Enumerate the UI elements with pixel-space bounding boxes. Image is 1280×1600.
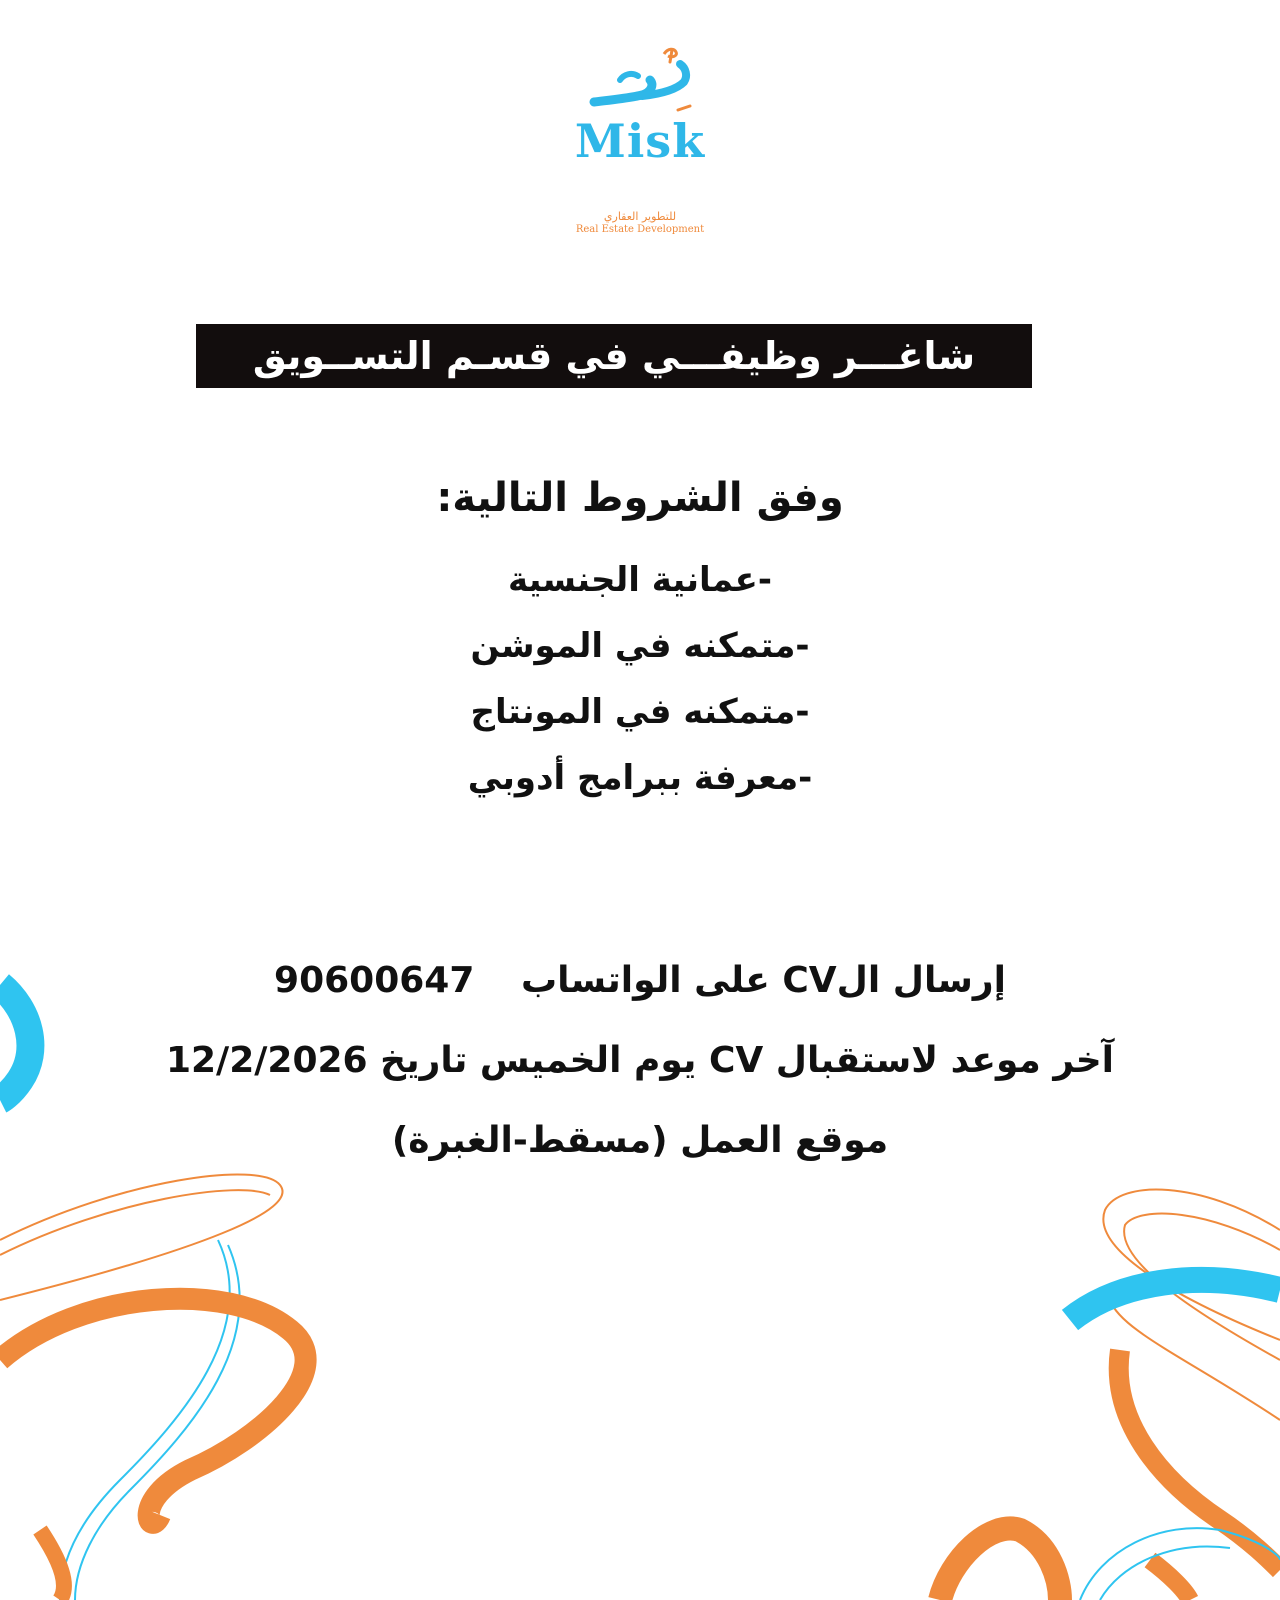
logo-english-subtitle: Real Estate Development [575, 224, 705, 235]
left-orange-ribbon [0, 1299, 306, 1523]
work-location-line: موقع العمل (مسقط-الغبرة) [391, 1120, 889, 1161]
bottom-right-blue-thin-1 [1080, 1528, 1280, 1600]
send-cv-text: إرسال الCV على الواتساب [520, 960, 1006, 1001]
right-blue-ribbon [1070, 1280, 1280, 1320]
bottom-right-orange [940, 1528, 1060, 1600]
whatsapp-number: 90600647 [274, 960, 475, 1001]
right-thin-orange-line-1 [1103, 1190, 1280, 1340]
left-thin-orange-line-2 [0, 1190, 270, 1255]
send-cv-line [140, 960, 1140, 1001]
right-thin-orange-line-3 [1110, 1300, 1280, 1420]
bottom-right-blue-thin-2 [1100, 1547, 1230, 1600]
requirement-item: -عمانية الجنسية [508, 560, 772, 600]
logo-latin-name: Misk [574, 114, 706, 168]
right-thin-orange-line-2 [1124, 1214, 1280, 1360]
left-thin-blue-line-2 [75, 1245, 240, 1600]
misk-logo [560, 40, 720, 235]
conditions-heading: وفق الشروط التالية: [436, 475, 844, 521]
job-title-banner: شاغـــر وظيفـــي في قسـم التســويق [196, 324, 1032, 388]
requirement-item: -متمكنه في المونتاج [470, 692, 810, 732]
bottom-right-orange-2 [1150, 1560, 1190, 1600]
left-orange-ribbon-2 [40, 1530, 64, 1600]
logo-arabic-subtitle: للتطوير العقاري [603, 210, 677, 223]
deadline-line: آخر موعد لاستقبال CV يوم الخميس تاريخ 12/2/2026 [165, 1040, 1115, 1081]
requirement-item: -متمكنه في الموشن [470, 626, 810, 666]
right-orange-ribbon [1119, 1350, 1280, 1570]
left-thin-orange-line-1 [0, 1174, 283, 1300]
left-thin-blue-line-1 [60, 1240, 230, 1600]
left-blue-arc [0, 985, 30, 1100]
requirement-item: -معرفة ببرامج أدوبي [467, 758, 813, 798]
